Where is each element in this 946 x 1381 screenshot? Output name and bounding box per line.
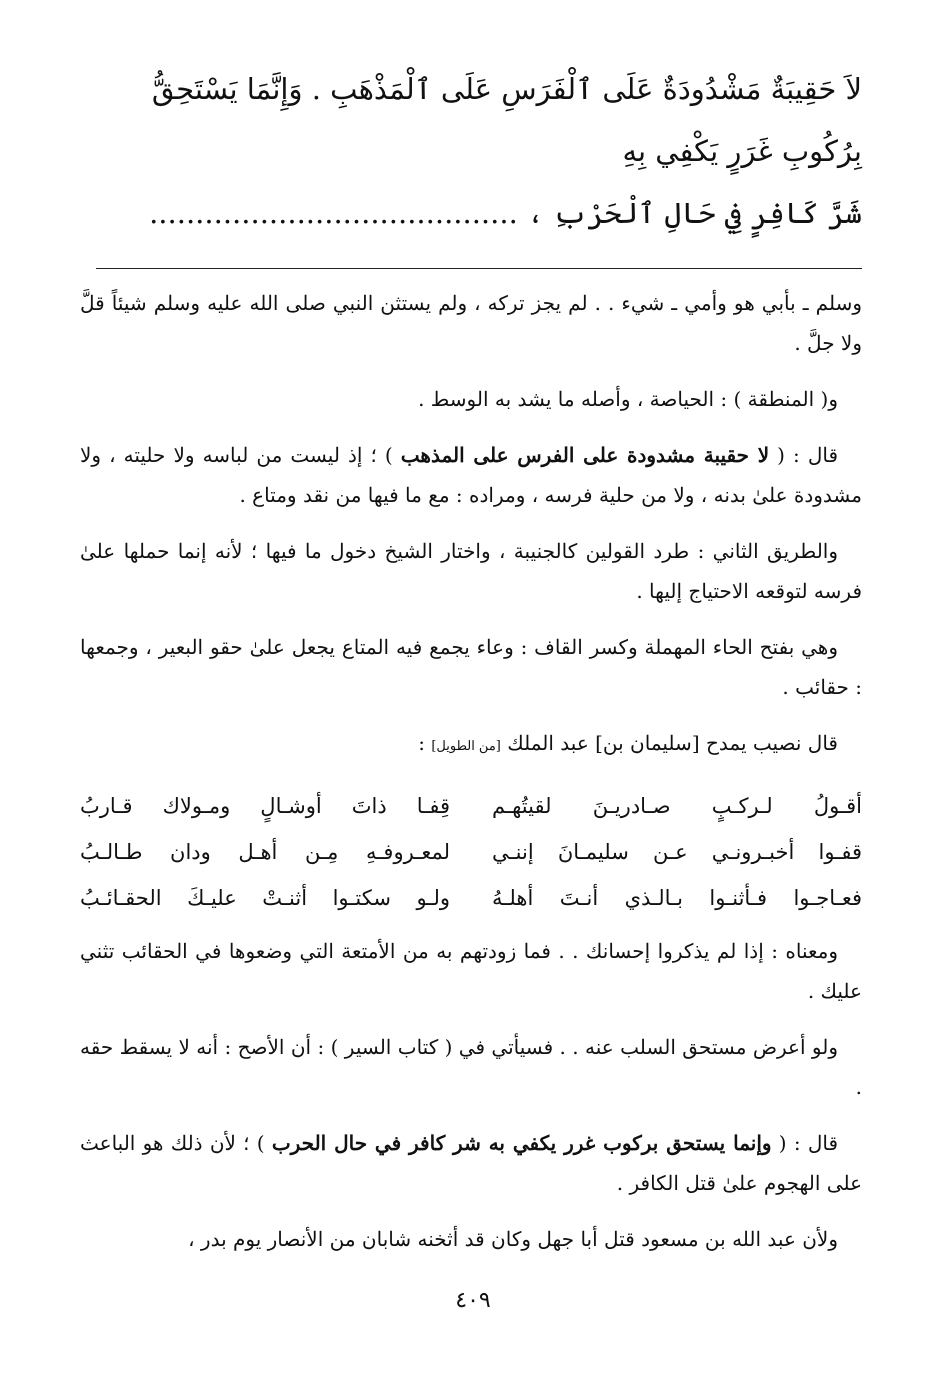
p6-post: : xyxy=(418,731,432,755)
matn-line-1: لاَ حَقِيبَةٌ مَشْدُودَةٌ عَلَى ٱلْفَرَسِ عَلَى ٱلْمَذْهَبِ . وَإِنَّمَا يَسْتَحِقُّ بِرُكُوبِ غَرَرٍ يَكْفِي بِهِ xyxy=(151,72,862,168)
poem xyxy=(80,783,862,921)
poem-verse-2 xyxy=(80,829,862,875)
p9-pre: قال : ( xyxy=(771,1131,839,1155)
paragraph-8: ولو أعرض مستحق السلب عنه . . فسيأتي في ( كتاب السير ) : أن الأصح : أنه لا يسقط حقه . xyxy=(80,1035,862,1099)
verse-1-right: أقـولُ لـركـبٍ صـادريـنَ لقيتُهـم xyxy=(492,794,862,818)
paragraph-2: و( المنطقة ) : الحياصة ، وأصله ما يشد به الوسط . xyxy=(418,387,838,411)
commentary xyxy=(80,283,862,1259)
p3-pre: قال : ( xyxy=(769,443,839,467)
paragraph-5: وهي بفتح الحاء المهملة وكسر القاف : وعاء يجمع فيه المتاع يجعل علىٰ حقو البعير ، وجمعها : حقائب . xyxy=(80,635,862,699)
verse-2-right: قفـوا أخبـرونـي عـن سليمـانَ إننـي xyxy=(492,840,862,864)
divider-rule xyxy=(96,268,862,269)
matn-text xyxy=(80,58,862,244)
paragraph-1: وسلم ـ بأبي هو وأمي ـ شيء . . لم يجز تركه ، ولم يستثن النبي صلى الله عليه وسلم شيئاً قلَّ ولا جلَّ . xyxy=(80,291,863,355)
book-page xyxy=(80,58,862,1275)
p6-pre: قال نصيب يمدح [سليمان بن] عبد الملك xyxy=(500,731,838,755)
p3-quote: لا حقيبة مشدودة على الفرس على المذهب xyxy=(400,443,770,467)
verse-3-right: فعـاجـوا فـأثنـوا بـالـذي أنـتَ أهلـهُ xyxy=(492,886,862,910)
matn-dots: ........................................ xyxy=(149,196,518,230)
paragraph-9 xyxy=(80,1123,862,1203)
paragraph-6 xyxy=(80,723,862,767)
matn-line-2-text: شَرَّ كَافِرٍ فِي حَالِ ٱلْحَرْبِ ، xyxy=(527,196,862,230)
verse-3-left: ولـو سكتـوا أثنـتْ عليـكَ الحقـائـبُ xyxy=(80,886,450,910)
page-number: ٤٠٩ xyxy=(455,1288,491,1313)
p3-post: ) ؛ إذ ليست من لباسه ولا حليته ، ولا مشدودة علىٰ بدنه ، ولا من حلية فرسه ، ومراده : مع ما فيها من نقد ومتاع . xyxy=(80,443,862,507)
paragraph-4: والطريق الثاني : طرد القولين كالجنيبة ، واختار الشيخ دخول ما فيها ؛ لأنه إنما حملها علىٰ فرسه لتوقعه الاحتياج إليها . xyxy=(80,539,862,603)
verse-2-left: لمعـروفـهِ مِـن أهـل ودان طـالـبُ xyxy=(80,840,450,864)
poem-verse-3 xyxy=(80,875,862,921)
paragraph-3 xyxy=(80,435,862,515)
matn-line-2 xyxy=(80,182,862,244)
verse-1-left: قِفـا ذاتَ أوشـالٍ ومـولاك قـاربُ xyxy=(80,794,450,818)
poem-meter: [من الطويل] xyxy=(431,739,501,754)
p9-post: ) ؛ لأن ذلك هو الباعث على الهجوم علىٰ قتل الكافر . xyxy=(80,1131,862,1195)
paragraph-10: ولأن عبد الله بن مسعود قتل أبا جهل وكان قد أثخنه شابان من الأنصار يوم بدر ، xyxy=(188,1227,838,1251)
paragraph-7: ومعناه : إذا لم يذكروا إحسانك . . فما زودتهم به من الأمتعة التي وضعوها في الحقائب تثني عليك . xyxy=(80,939,862,1003)
p9-quote: وإنما يستحق بركوب غرر يكفي به شر كافر في حال الحرب xyxy=(271,1131,772,1155)
poem-verse-1 xyxy=(80,783,862,829)
